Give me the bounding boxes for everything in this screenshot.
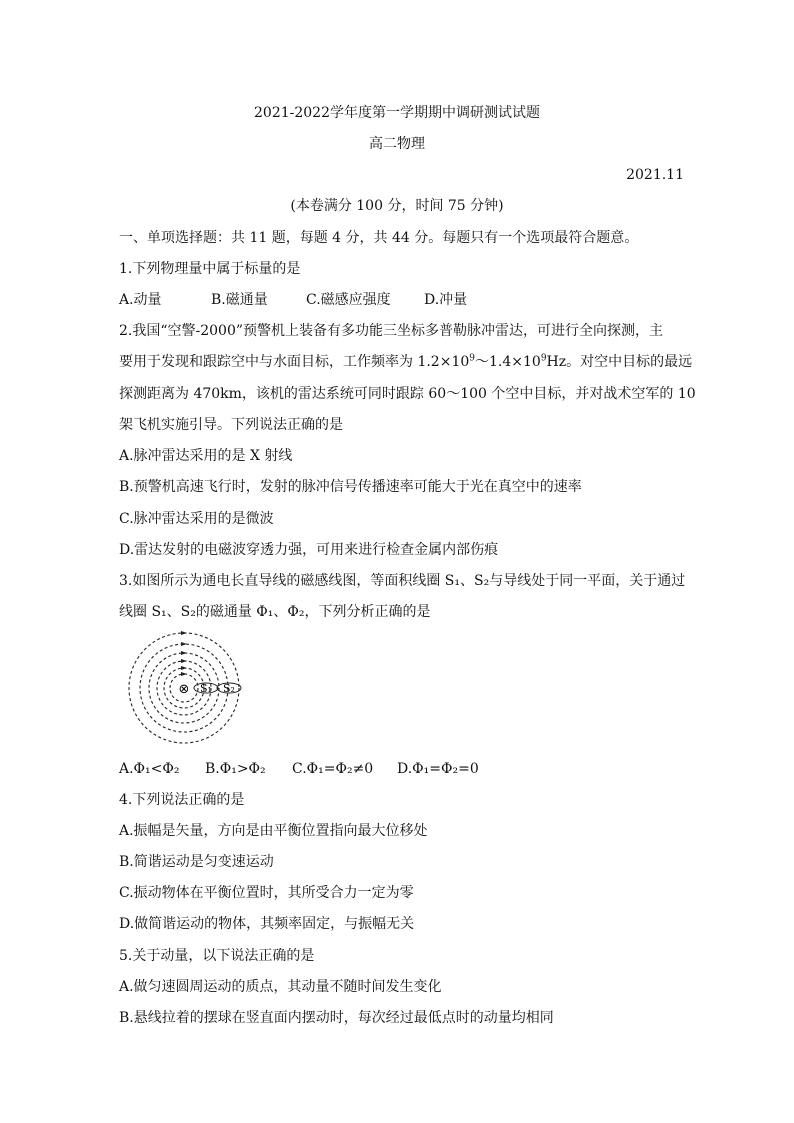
arrow-icon (181, 659, 187, 663)
q4-option-b: B.简谐运动是匀变速运动 (119, 854, 274, 870)
q3-options (119, 760, 479, 778)
q3-line1: 3.如图所示为通电长直导线的磁感线图，等面积线圈 S₁、S₂与导线处于同一平面，关于通过 (119, 573, 686, 589)
q3-option-b: B.Φ₁>Φ₂ (205, 761, 266, 777)
exam-title: 2021-2022学年度第一学期期中调研测试试题 (254, 105, 540, 121)
wire-symbol: ⊗ (178, 682, 190, 697)
q4-stem: 4.下列说法正确的是 (119, 792, 245, 808)
q2-option-d: D.雷达发射的电磁波穿透力强，可用来进行检查金属内部伤痕 (119, 542, 499, 558)
q2-line4: 架飞机实施引导。下列说法正确的是 (119, 417, 343, 433)
q5-option-b: B.悬线拉着的摆球在竖直面内摆动时，每次经过最低点时的动量均相同 (119, 1010, 554, 1026)
label-s1: S₁ (200, 682, 212, 695)
section-heading: 一、单项选择题：共 11 题，每题 4 分，共 44 分。每题只有一个选项最符合题意。 (119, 230, 639, 246)
q3-option-d: D.Φ₁=Φ₂=0 (397, 761, 479, 777)
q1-option-a: A.动量 (119, 292, 162, 308)
q2-option-a: A.脉冲雷达采用的是 X 射线 (119, 448, 293, 464)
q1-options (119, 291, 467, 309)
exam-info: (本卷满分 100 分，时间 75 分钟) (290, 198, 504, 214)
label-s2: S₂ (223, 682, 235, 695)
q2-option-b: B.预警机高速飞行时，发射的脉冲信号传播速率可能大于光在真空中的速率 (119, 479, 582, 495)
q2-line3: 探测距离为 470km，该机的雷达系统可同时跟踪 60～100 个空中目标，并对战术空军的 10 (119, 386, 696, 402)
q1-option-d: D.冲量 (424, 292, 468, 308)
arrow-icon (181, 666, 187, 670)
subject-title: 高二物理 (369, 136, 425, 152)
q3-line2: 线圈 S₁、S₂的磁通量 Φ₁、Φ₂，下列分析正确的是 (119, 604, 431, 620)
q4-option-d: D.做简谐运动的物体，其频率固定，与振幅无关 (119, 916, 415, 932)
q2-line1: 2.我国“空警-2000”预警机上装备有多功能三坐标多普勒脉冲雷达，可进行全向探测，主 (119, 323, 664, 339)
arrow-icon (181, 672, 187, 676)
q3-option-a: A.Φ₁<Φ₂ (119, 761, 180, 777)
arrow-icon (181, 651, 187, 655)
q5-stem: 5.关于动量，以下说法正确的是 (119, 948, 315, 964)
arrow-icon (181, 631, 187, 635)
exam-date: 2021.11 (626, 167, 684, 183)
q2-option-c: C.脉冲雷达采用的是微波 (119, 511, 274, 527)
q1-stem: 1.下列物理量中属于标量的是 (119, 261, 301, 277)
q4-option-c: C.振动物体在平衡位置时，其所受合力一定为零 (119, 885, 414, 901)
q3-option-c: C.Φ₁=Φ₂≠0 (292, 761, 374, 777)
q4-option-a: A.振幅是矢量，方向是由平衡位置指向最大位移处 (119, 823, 428, 839)
q1-option-b: B.磁通量 (211, 292, 268, 308)
magnetic-field-figure (118, 630, 248, 750)
arrow-icon (181, 642, 187, 646)
q1-option-c: C.磁感应强度 (306, 292, 391, 308)
q5-option-a: A.做匀速圆周运动的质点，其动量不随时间发生变化 (119, 979, 442, 995)
q2-line2: 要用于发现和跟踪空中与水面目标，工作频率为 $1.2\times 10^9\sim 1.4\times 10^9Hz$。对空中目标的最远 (119, 353, 693, 370)
